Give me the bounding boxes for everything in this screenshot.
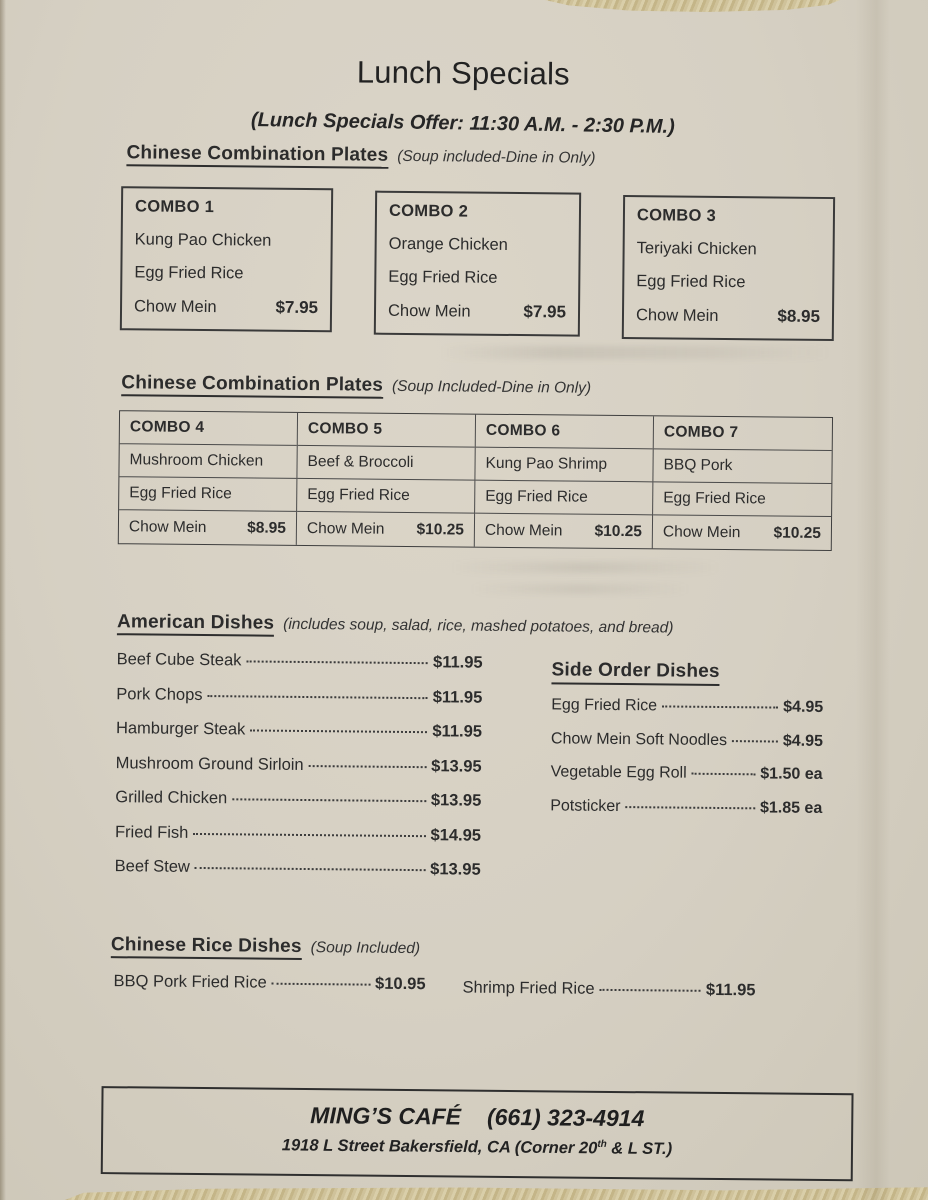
combo-price: $8.95 [247, 518, 287, 537]
address-superscript: th [597, 1138, 607, 1150]
menu-item [114, 857, 480, 895]
section-note: (Soup Included-Dine in Only) [391, 377, 592, 397]
item-price: $10.95 [375, 974, 426, 994]
item-name: Potsticker [550, 796, 621, 815]
item-name: Pork Chops [116, 684, 203, 704]
item-price: $1.85 ea [759, 798, 823, 817]
combo-item: Chow Mein [128, 517, 207, 536]
combo-price: $7.95 [275, 297, 319, 318]
item-name: Beef Stew [114, 857, 190, 876]
item-name: Beef Cube Steak [116, 650, 242, 670]
item-price: $13.95 [430, 860, 481, 879]
combo-item: Chow Mein [133, 297, 217, 317]
combo-item: BBQ Pork [653, 449, 831, 484]
item-name: Chow Mein Soft Noodles [550, 729, 728, 749]
restaurant-name-and-phone [103, 1100, 851, 1134]
restaurant-info-box [101, 1086, 854, 1181]
combo-item-with-price [475, 514, 652, 549]
dotted-leader [246, 660, 428, 664]
dotted-leader [600, 989, 701, 992]
item-price: $11.95 [433, 653, 483, 672]
combo-price: $10.25 [416, 520, 465, 539]
combo-table [118, 410, 833, 551]
item-price: $13.95 [430, 791, 482, 810]
combo-name: COMBO 5 [298, 413, 475, 448]
item-price: $13.95 [431, 756, 482, 776]
combo-item: Mushroom Chicken [119, 444, 296, 479]
combo-name: COMBO 6 [476, 415, 653, 450]
item-price: $11.95 [432, 722, 483, 741]
dotted-leader [272, 983, 370, 986]
combo-item: Egg Fried Rice [388, 267, 498, 287]
dotted-leader [193, 832, 425, 836]
combo-card-2 [374, 191, 581, 337]
section-title: American Dishes [117, 611, 274, 637]
dotted-leader [250, 729, 427, 733]
combo-item: Chow Mein [635, 306, 719, 325]
combo-name: COMBO 4 [120, 411, 297, 446]
menu-item [551, 730, 823, 766]
menu-item [551, 696, 823, 732]
combo-price: $10.25 [594, 522, 643, 540]
combo-item-with-price [134, 296, 318, 318]
section-heading-combos-2 [121, 372, 591, 399]
address-part: & L ST.) [606, 1139, 673, 1159]
item-name: Egg Fried Rice [551, 696, 658, 715]
item-name: Shrimp Fried Rice [462, 978, 595, 998]
combo-item: Egg Fried Rice [475, 481, 652, 516]
combo-item: Kung Pao Chicken [134, 230, 272, 250]
menu-item [113, 972, 425, 1009]
item-price: $14.95 [430, 825, 482, 845]
combo-name: COMBO 3 [636, 206, 717, 225]
section-note: (includes soup, salad, rice, mashed potatoes, and bread) [283, 615, 674, 637]
combo-price: $8.95 [777, 306, 821, 326]
combo-item: Orange Chicken [388, 234, 508, 254]
dotted-leader [195, 867, 425, 871]
combo-item: Egg Fried Rice [636, 272, 746, 292]
item-name: Hamburger Steak [115, 719, 246, 739]
combo-item: Chow Mein [306, 519, 385, 538]
combo-item: Egg Fried Rice [134, 263, 244, 283]
combo-item: Chow Mein [387, 301, 471, 321]
dotted-leader [732, 740, 778, 742]
dotted-leader [626, 806, 755, 809]
menu-item [115, 754, 481, 792]
menu-item [116, 685, 482, 723]
item-price: $1.50 ea [760, 765, 823, 783]
side-order-list [550, 696, 823, 833]
menu-item [462, 979, 755, 1016]
combo-item: Teriyaki Chicken [636, 239, 757, 259]
item-price: $4.95 [782, 732, 824, 750]
dotted-leader [208, 695, 428, 699]
combo-name: COMBO 2 [388, 201, 469, 221]
rice-dishes-list [462, 979, 755, 1016]
combo-item-with-price [119, 510, 296, 545]
restaurant-phone: (661) 323-4914 [486, 1103, 645, 1132]
dotted-leader [662, 705, 778, 708]
item-name: Mushroom Ground Sirloin [115, 753, 304, 774]
combo-column-7 [653, 416, 832, 550]
item-name: Vegetable Egg Roll [550, 763, 687, 782]
combo-item: Kung Pao Shrimp [475, 448, 652, 483]
item-name: Fried Fish [114, 822, 189, 842]
combo-price: $7.95 [523, 302, 567, 322]
item-price: $4.95 [783, 698, 824, 716]
combo-item-with-price [297, 512, 474, 547]
restaurant-name: MING’S CAFÉ [310, 1102, 462, 1130]
combo-boxes-row [120, 186, 835, 341]
item-name: Grilled Chicken [115, 788, 228, 808]
section-heading-american [117, 611, 674, 638]
combo-item-with-price [388, 301, 566, 323]
combo-item: Egg Fried Rice [653, 482, 831, 517]
combo-item: Egg Fried Rice [297, 479, 474, 514]
section-title: Side Order Dishes [551, 659, 719, 686]
dotted-leader [309, 765, 427, 768]
combo-item: Chow Mein [662, 522, 741, 541]
item-price: $11.95 [705, 980, 756, 1000]
section-heading-rice [111, 934, 420, 959]
dotted-leader [232, 798, 426, 802]
section-note: (Soup included-Dine in Only) [397, 147, 596, 167]
side-order-section [550, 659, 824, 833]
menu-item [550, 797, 822, 833]
combo-item: Beef & Broccoli [297, 446, 474, 481]
combo-card-1 [120, 186, 333, 332]
dotted-leader [692, 773, 756, 776]
american-dishes-list [114, 650, 482, 895]
combo-item-with-price [636, 305, 820, 327]
combo-item-with-price [653, 515, 831, 550]
restaurant-address [103, 1134, 851, 1161]
combo-item: Chow Mein [484, 521, 563, 539]
menu-item [115, 788, 481, 826]
section-title: Chinese Rice Dishes [111, 934, 302, 960]
page-title: Lunch Specials [356, 54, 571, 92]
page-subtitle: (Lunch Specials Offer: 11:30 A.M. - 2:30 P.M.) [250, 108, 675, 139]
combo-column-5 [297, 413, 476, 547]
address-part: 1918 L Street Bakersfield, CA (Corner 20 [281, 1136, 598, 1158]
section-heading-combos-1 [126, 142, 595, 169]
combo-card-3 [622, 195, 835, 341]
combo-name: COMBO 7 [654, 416, 832, 451]
item-price: $11.95 [432, 687, 483, 707]
section-note: (Soup Included) [310, 939, 421, 958]
rice-dishes-list [113, 972, 425, 1009]
combo-column-6 [475, 415, 654, 549]
section-title: Chinese Combination Plates [126, 142, 388, 169]
combo-column-4 [119, 411, 298, 545]
combo-item: Egg Fried Rice [119, 477, 296, 512]
combo-price: $10.25 [773, 523, 821, 542]
menu-item [115, 823, 481, 861]
section-title: Chinese Combination Plates [121, 372, 383, 399]
menu-item [116, 719, 482, 757]
menu-item [116, 650, 482, 688]
combo-name: COMBO 1 [134, 197, 215, 217]
item-name: BBQ Pork Fried Rice [113, 972, 267, 992]
menu-item [550, 763, 822, 799]
